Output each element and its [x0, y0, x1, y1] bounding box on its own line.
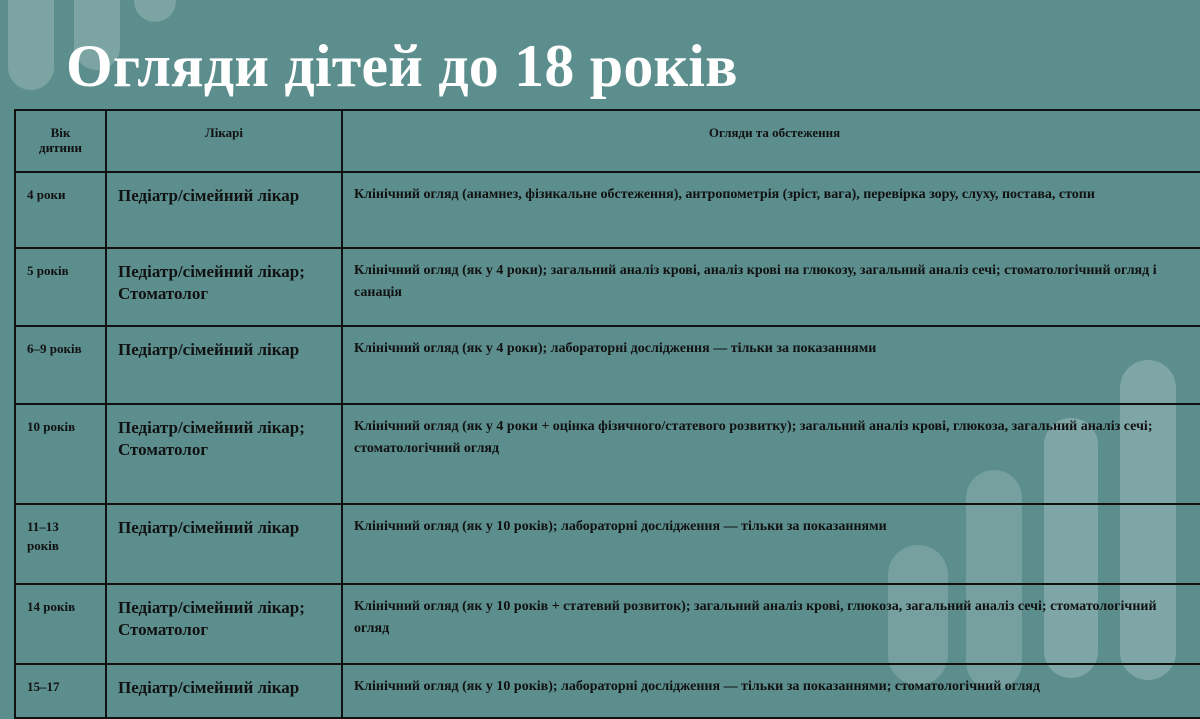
table-row: [15, 404, 1200, 504]
table-row: [15, 504, 1200, 584]
cell-exams: Клінічний огляд (як у 10 років + статевий розвиток); загальний аналіз крові, глюкоза, загальний аналіз сечі; стоматологічний огляд: [342, 584, 1200, 664]
table-row: [15, 584, 1200, 664]
header-exams: Огляди та обстеження: [342, 110, 1200, 172]
cell-doctors: Педіатр/сімейний лікар: [106, 326, 342, 404]
cell-age: 5 років: [15, 248, 106, 326]
table-header-row: [15, 110, 1200, 172]
cell-age: 11–13 років: [15, 504, 106, 584]
cell-age: 10 років: [15, 404, 106, 504]
exam-schedule-table: [14, 109, 1200, 719]
cell-exams: Клінічний огляд (анамнез, фізикальне обстеження), антропометрія (зріст, вага), перевірка зору, слуху, постава, стопи: [342, 172, 1200, 248]
header-doctors: Лікарі: [106, 110, 342, 172]
cell-age: 6–9 років: [15, 326, 106, 404]
table-row: [15, 172, 1200, 248]
cell-doctors: Педіатр/сімейний лікар; Стоматолог: [106, 404, 342, 504]
header-age: Вік дитини: [15, 110, 106, 172]
cell-exams: Клінічний огляд (як у 10 років); лабораторні дослідження — тільки за показаннями: [342, 504, 1200, 584]
cell-doctors: Педіатр/сімейний лікар; Стоматолог: [106, 584, 342, 664]
cell-doctors: Педіатр/сімейний лікар: [106, 172, 342, 248]
decor-pill: [134, 0, 176, 22]
cell-exams: Клінічний огляд (як у 10 років); лабораторні дослідження — тільки за показаннями; стоматологічний огляд: [342, 664, 1200, 718]
cell-doctors: Педіатр/сімейний лікар: [106, 504, 342, 584]
cell-doctors: Педіатр/сімейний лікар; Стоматолог: [106, 248, 342, 326]
page-title: Огляди дітей до 18 років: [66, 33, 738, 99]
table-row: [15, 326, 1200, 404]
cell-exams: Клінічний огляд (як у 4 роки + оцінка фізичного/статевого розвитку); загальний аналіз крові, глюкоза, загальний аналіз сечі; стоматологічний огляд: [342, 404, 1200, 504]
cell-doctors: Педіатр/сімейний лікар: [106, 664, 342, 718]
cell-age: 4 роки: [15, 172, 106, 248]
cell-age: 14 років: [15, 584, 106, 664]
cell-exams: Клінічний огляд (як у 4 роки); загальний аналіз крові, аналіз крові на глюкозу, загальний аналіз сечі; стоматологічний огляд і санація: [342, 248, 1200, 326]
cell-age: 15–17: [15, 664, 106, 718]
table-row: [15, 664, 1200, 718]
table-row: [15, 248, 1200, 326]
decor-pill: [8, 0, 54, 90]
cell-exams: Клінічний огляд (як у 4 роки); лабораторні дослідження — тільки за показаннями: [342, 326, 1200, 404]
